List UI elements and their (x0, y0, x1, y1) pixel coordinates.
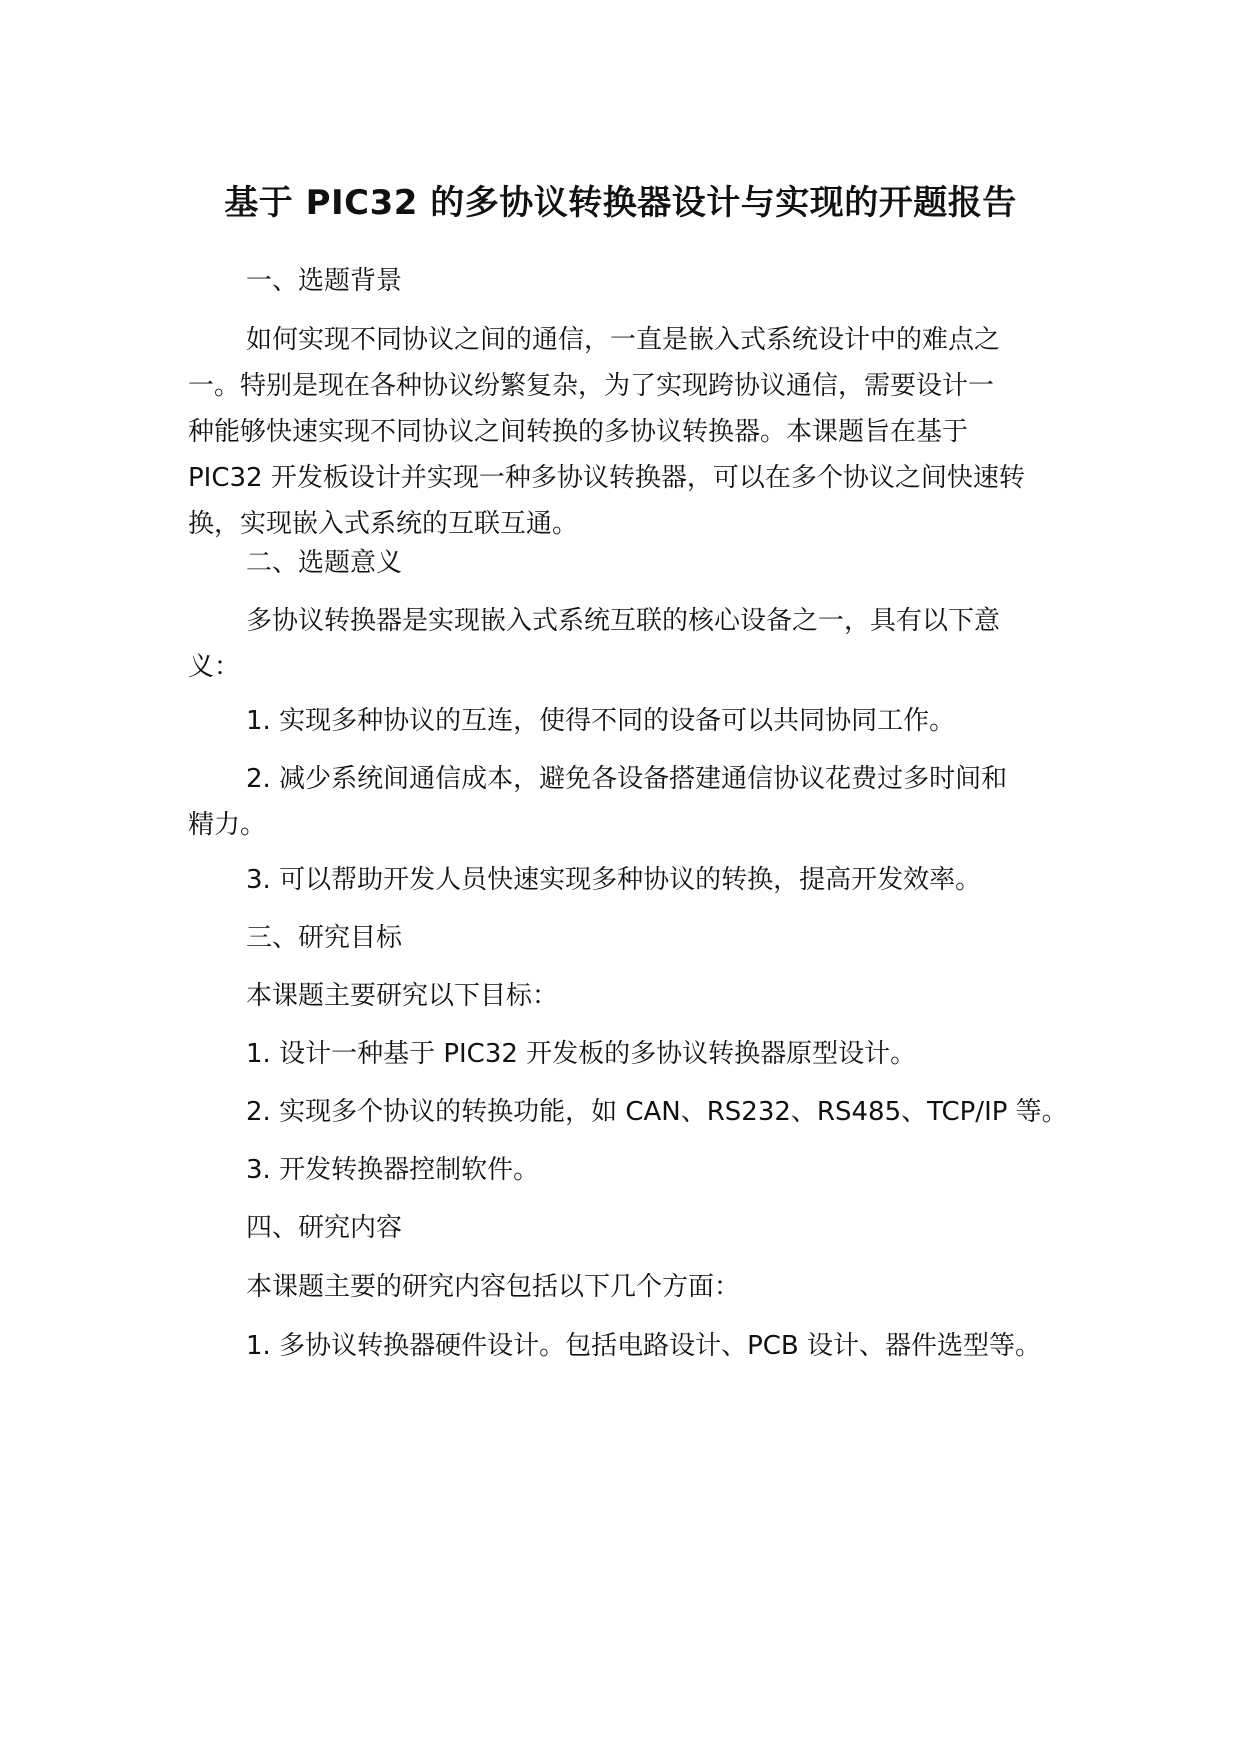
paragraph-line: 一。特别是现在各种协议纷繁复杂，为了实现跨协议通信，需要设计一 (188, 371, 995, 401)
significance-item-2 (188, 756, 1068, 848)
significance-item-3: 3. 可以帮助开发人员快速实现多种协议的转换，提高开发效率。 (246, 865, 982, 895)
goal-item-2: 2. 实现多个协议的转换功能，如 CAN、RS232、RS485、TCP/IP 等。 (246, 1097, 1068, 1127)
significance-item-1: 1. 实现多种协议的互连，使得不同的设备可以共同协同工作。 (246, 706, 956, 736)
document-title: 基于 PIC32 的多协议转换器设计与实现的开题报告 (224, 183, 1017, 223)
section-heading-significance: 二、选题意义 (246, 548, 403, 578)
goal-item-3: 3. 开发转换器控制软件。 (246, 1155, 540, 1185)
background-paragraph (188, 317, 1068, 547)
paragraph-line: 精力。 (188, 810, 267, 840)
goals-intro: 本课题主要研究以下目标： (246, 981, 559, 1011)
paragraph-line: 义： (188, 652, 241, 682)
content-intro: 本课题主要的研究内容包括以下几个方面： (246, 1272, 741, 1302)
paragraph-line: 多协议转换器是实现嵌入式系统互联的核心设备之一，具有以下意 (246, 606, 1001, 636)
section-heading-content: 四、研究内容 (246, 1213, 403, 1243)
paragraph-line: 2. 减少系统间通信成本，避免各设备搭建通信协议花费过多时间和 (246, 764, 1008, 794)
section-heading-background: 一、选题背景 (246, 266, 403, 296)
goal-item-1: 1. 设计一种基于 PIC32 开发板的多协议转换器原型设计。 (246, 1039, 917, 1069)
paragraph-line: 种能够快速实现不同协议之间转换的多协议转换器。本课题旨在基于 (188, 417, 969, 447)
paragraph-line: 如何实现不同协议之间的通信，一直是嵌入式系统设计中的难点之 (246, 325, 1001, 355)
paragraph-line: 换，实现嵌入式系统的互联互通。 (188, 509, 579, 539)
significance-intro (188, 598, 1068, 690)
content-item-1: 1. 多协议转换器硬件设计。包括电路设计、PCB 设计、器件选型等。 (246, 1331, 1042, 1361)
section-heading-goals: 三、研究目标 (246, 923, 403, 953)
paragraph-line: PIC32 开发板设计并实现一种多协议转换器，可以在多个协议之间快速转 (188, 463, 1025, 493)
